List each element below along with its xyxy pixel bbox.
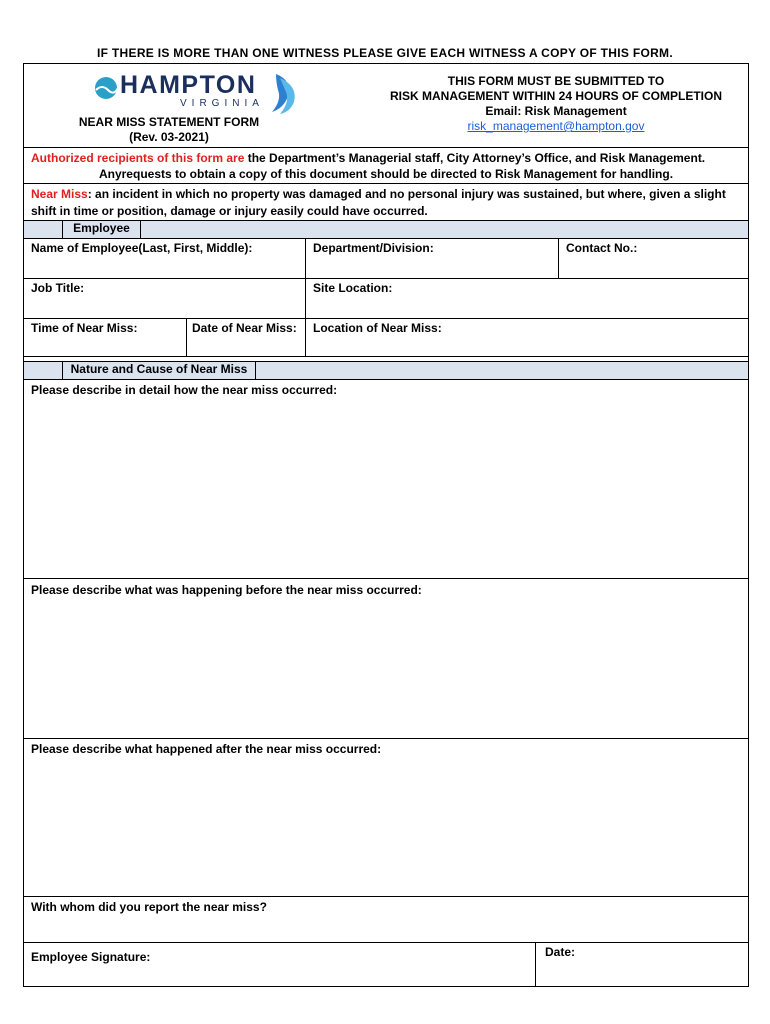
how-occurred-label: Please describe in detail how the near miss occurred:: [31, 383, 338, 397]
near-miss-definition-text: : an incident in which no property was damaged and no personal injury was sustained, but where, given a slight: [87, 187, 726, 201]
site-location-field[interactable]: [308, 296, 746, 316]
employee-section-label: Employee: [63, 221, 140, 235]
authorized-recipients-text: the Department’s Managerial staff, City Attorney’s Office, and Risk Management.: [244, 151, 706, 165]
how-occurred-field[interactable]: [26, 400, 746, 576]
employee-signature-field[interactable]: [150, 946, 530, 984]
contact-number-field[interactable]: [561, 256, 746, 276]
signature-date-field[interactable]: [585, 946, 745, 984]
date-of-near-miss-label: Date of Near Miss:: [192, 321, 297, 335]
submit-notice-line1: THIS FORM MUST BE SUBMITTED TO: [447, 74, 665, 88]
employee-signature-label: Employee Signature:: [31, 950, 151, 964]
department-field[interactable]: [308, 256, 558, 276]
form-title: NEAR MISS STATEMENT FORM: [78, 115, 260, 129]
form-revision: (Rev. 03-2021): [129, 130, 209, 144]
logo-wordmark: HAMPTON: [120, 71, 257, 99]
authorized-recipients-label: Authorized recipients of this form are: [31, 151, 245, 165]
reported-to-field[interactable]: [26, 916, 746, 940]
after-near-miss-label: Please describe what happened after the near miss occurred:: [31, 742, 382, 756]
submit-notice-email-label: Email: Risk Management: [485, 104, 627, 118]
after-near-miss-field[interactable]: [26, 760, 746, 894]
near-miss-definition: [31, 187, 726, 201]
job-title-field[interactable]: [26, 296, 304, 316]
department-label: Department/Division:: [313, 241, 434, 255]
time-of-near-miss-label: Time of Near Miss:: [31, 321, 138, 335]
date-of-near-miss-field[interactable]: [189, 336, 303, 354]
authorized-recipients: [31, 151, 705, 165]
copy-request-note: Anyrequests to obtain a copy of this document should be directed to Risk Management for handling.: [98, 167, 674, 181]
near-miss-definition-line2: shift in time or position, damage or injury easily could have occurred.: [31, 204, 428, 218]
job-title-label: Job Title:: [31, 281, 85, 295]
location-of-near-miss-field[interactable]: [308, 336, 746, 354]
contact-number-label: Contact No.:: [566, 241, 638, 255]
site-location-label: Site Location:: [313, 281, 393, 295]
submit-notice-line2: RISK MANAGEMENT WITHIN 24 HOURS OF COMPLETION: [389, 89, 722, 103]
before-near-miss-label: Please describe what was happening before the near miss occurred:: [31, 583, 422, 597]
reported-to-label: With whom did you report the near miss?: [31, 900, 267, 914]
risk-management-email-link[interactable]: risk_management@hampton.gov: [467, 119, 645, 133]
employee-name-label: Name of Employee(Last, First, Middle):: [31, 241, 253, 255]
hampton-logo: [92, 68, 302, 116]
nature-section-label: Nature and Cause of Near Miss: [63, 362, 255, 376]
witness-copy-note: IF THERE IS MORE THAN ONE WITNESS PLEASE GIVE EACH WITNESS A COPY OF THIS FORM.: [97, 46, 673, 60]
before-near-miss-field[interactable]: [26, 600, 746, 736]
logo-subtitle: VIRGINIA: [180, 98, 264, 109]
signature-date-label: Date:: [545, 945, 576, 959]
time-of-near-miss-field[interactable]: [26, 336, 184, 354]
employee-name-field[interactable]: [26, 256, 304, 276]
near-miss-term: Near Miss: [31, 187, 88, 201]
location-of-near-miss-label: Location of Near Miss:: [313, 321, 442, 335]
